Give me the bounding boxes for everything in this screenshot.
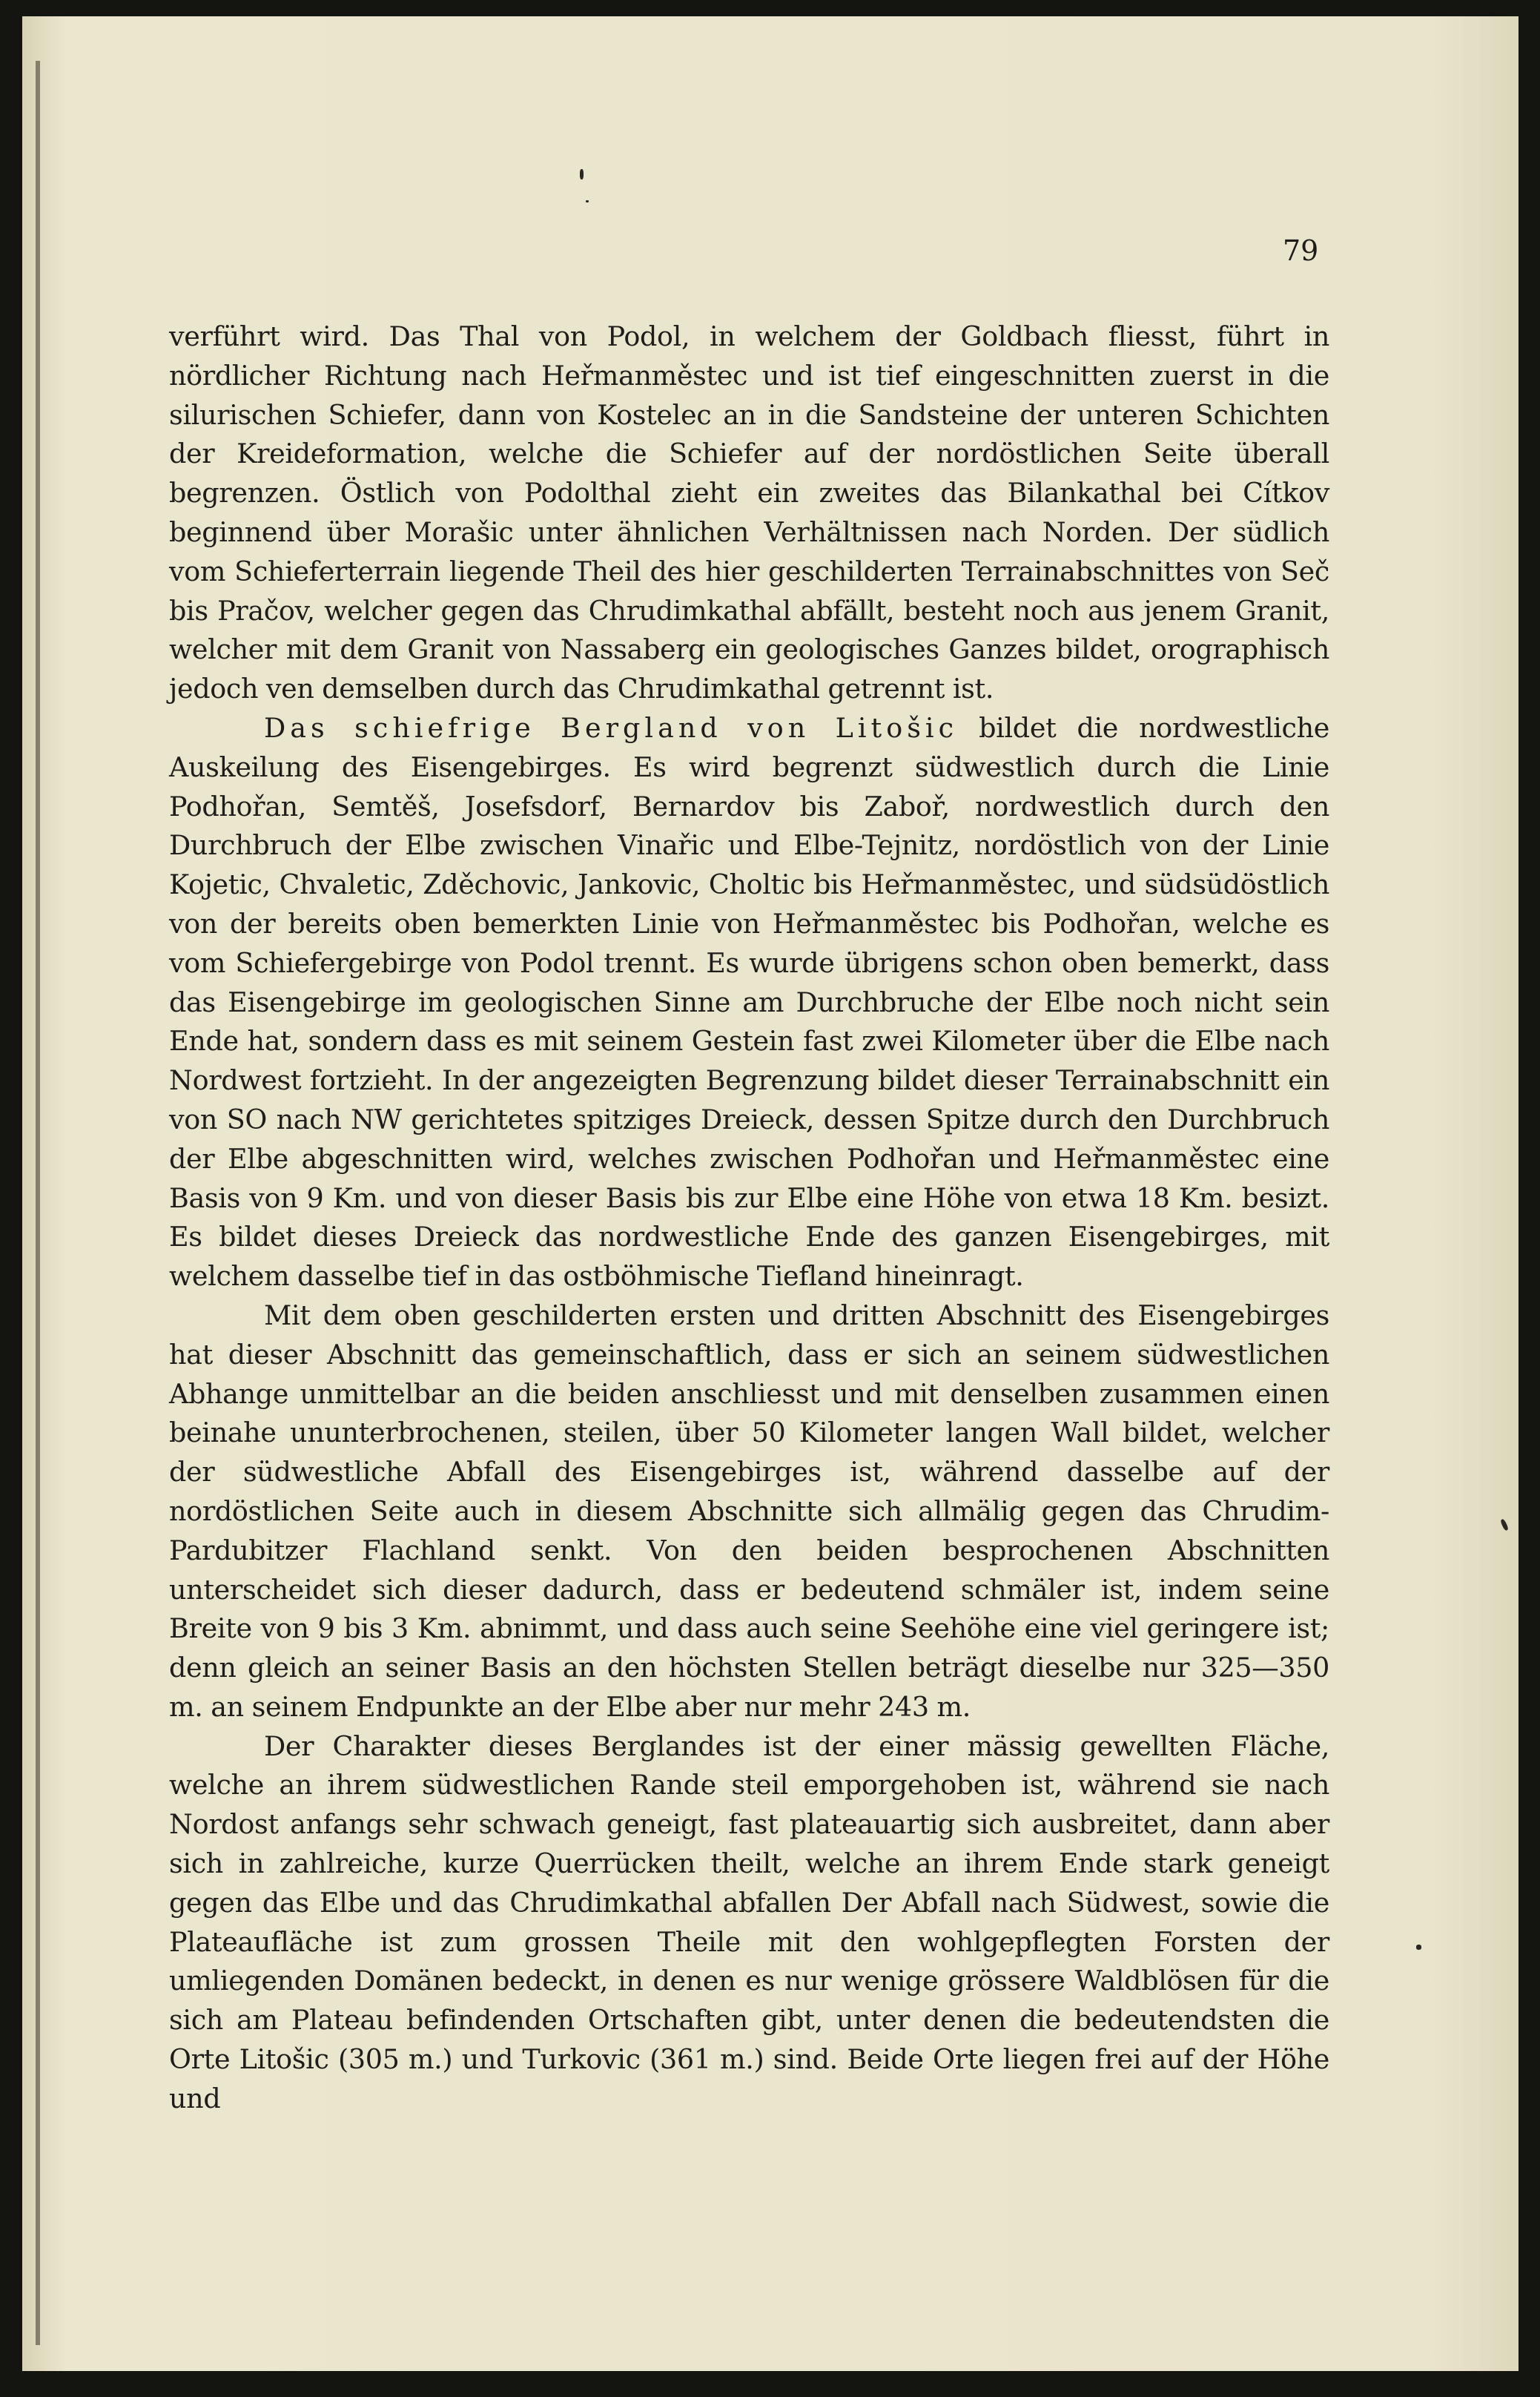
paragraph-1: verführt wird. Das Thal von Podol, in welchem der Goldbach fliesst, führt in nördlicher Richtung nach Heřmanměstec und ist tief eingeschnitten zuerst in die silurischen Schiefer, dann von Kostelec an in die Sandsteine der unteren Schichten der Kreideformation, welche die Schiefer auf der nordöstlichen Seite überall begrenzen. Östlich von Podolthal zieht ein zweites das Bilankathal bei Cítkov beginnend über Morašic unter ähnlichen Verhältnissen nach Norden. Der südlich vom Schieferterrain liegende Theil des hier geschilderten Terrainabschnittes von Seč bis Pračov, welcher gegen das Chrudimkathal abfällt, besteht noch aus jenem Granit, welcher mit dem Granit von Nassaberg ein geologisches Ganzes bildet, orographisch jedoch ven demselben durch das Chrudimkathal getrennt ist. [169,320,1329,705]
ink-speck-right-lower [1416,1945,1421,1950]
ink-speck-right [1500,1518,1509,1531]
body-text [169,317,1329,2119]
page-number: 79 [1283,234,1319,267]
paragraph-2 [169,709,1329,1296]
ink-speck-top-small [586,200,589,202]
paragraph-2-lead: Das schiefrige Bergland von Litošic [264,711,959,744]
paragraph-4: Der Charakter dieses Berglandes ist der einer mässig gewellten Fläche, welche an ihrem südwestlichen Rande steil emporgehoben ist, während sie nach Nordost anfangs sehr schwach geneigt, fast plateauartig sich ausbreitet, dann aber sich in zahlreiche, kurze Querrücken theilt, welche an ihrem Ende stark geneigt gegen das Elbe und das Chrudimkathal abfallen Der Abfall nach Südwest, sowie die Plateaufläche ist zum grossen Theile mit den wohlgepflegten Forsten der umliegenden Domänen bedeckt, in denen es nur wenige grössere Waldblösen für die sich am Plateau befindenden Ortschaften gibt, unter denen die bedeutendsten die Orte Litošic (305 m.) und Turkovic (361 m.) sind. Beide Orte liegen frei auf der Höhe und [169,1730,1329,2114]
book-page [22,16,1518,2371]
binding-gutter-shadow [36,61,40,2345]
paragraph-2-text: bildet die nordwestliche Auskeilung des Eisengebirges. Es wird begrenzt südwestlich durch die Linie Podhořan, Semtěš, Josefsdorf, Bernardov bis Zaboř, nordwestlich durch den Durchbruch der Elbe zwischen Vinařic und Elbe-Tejnitz, nordöstlich von der Linie Kojetic, Chvaletic, Zděchovic, Jankovic, Choltic bis Heřmanměstec, und südsüdöstlich von der bereits oben bemerkten Linie von Heřmanměstec bis Podhořan, welche es vom Schiefergebirge von Podol trennt. Es wurde übrigens schon oben bemerkt, dass das Eisengebirge im geologischen Sinne am Durchbruche der Elbe noch nicht sein Ende hat, sondern dass es mit seinem Gestein fast zwei Kilometer über die Elbe nach Nordwest fortzieht. In der angezeigten Begrenzung bildet dieser Terrainabschnitt ein von SO nach NW gerichtetes spitziges Dreieck, dessen Spitze durch den Durchbruch der Elbe abgeschnitten wird, welches zwischen Podhořan und Heřmanměstec eine Basis von 9 Km. und von dieser Basis bis zur Elbe eine Höhe von etwa 18 Km. besizt. Es bildet dieses Dreieck das nordwestliche Ende des ganzen Eisengebirges, mit welchem dasselbe tief in das ostböhmische Tiefland hineinragt. [169,711,1330,1293]
paragraph-3: Mit dem oben geschilderten ersten und dritten Abschnitt des Eisengebirges hat dieser Abschnitt das gemeinschaftlich, dass er sich an seinem südwestlichen Abhange unmittelbar an die beiden anschliesst und mit denselben zusammen einen beinahe ununterbrochenen, steilen, über 50 Kilometer langen Wall bildet, welcher der südwestliche Abfall des Eisengebirges ist, während dasselbe auf der nordöstlichen Seite auch in diesem Abschnitte sich allmälig gegen das Chrudim-Pardubitzer Flachland senkt. Von den beiden besprochenen Abschnitten unterscheidet sich dieser dadurch, dass er bedeutend schmäler ist, indem seine Breite von 9 bis 3 Km. abnimmt, und dass auch seine Seehöhe eine viel geringere ist; denn gleich an seiner Basis an den höchsten Stellen beträgt dieselbe nur 325—350 m. an seinem Endpunkte an der Elbe aber nur mehr 243 m. [169,1299,1329,1723]
ink-speck-top [580,169,584,179]
